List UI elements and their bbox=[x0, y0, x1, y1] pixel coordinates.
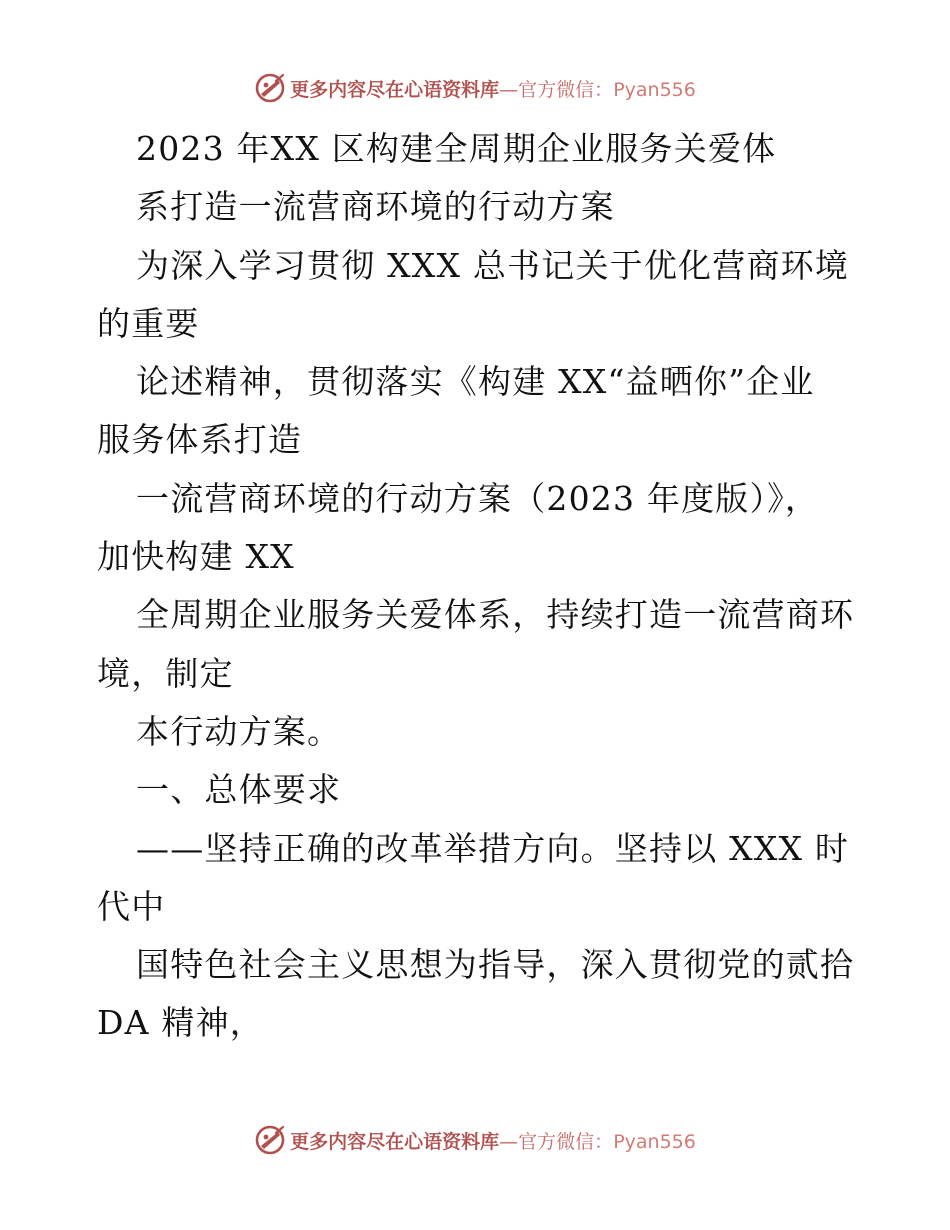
footer-banner bbox=[0, 1122, 950, 1158]
header-banner bbox=[0, 70, 950, 106]
banner-text bbox=[290, 75, 696, 102]
banner-text bbox=[290, 1127, 696, 1154]
doc-line: 一流营商环境的行动方案（2023 年度版）》， bbox=[136, 478, 820, 518]
doc-line: 国特色社会主义思想为指导，深入贯彻党的贰拾 bbox=[136, 945, 855, 985]
doc-line: 系打造一流营商环境的行动方案 bbox=[136, 187, 615, 227]
banner-wechat-id: Pyan556 bbox=[613, 78, 696, 101]
doc-line: 代中 bbox=[97, 886, 166, 926]
doc-line: DA 精神， bbox=[97, 1003, 264, 1043]
doc-line: 一、总体要求 bbox=[136, 770, 342, 810]
doc-line: 本行动方案。 bbox=[136, 711, 342, 751]
doc-line: 的重要 bbox=[97, 303, 200, 343]
doc-line: 论述精神，贯彻落实《构建 XX“益晒你”企业 bbox=[136, 362, 815, 402]
doc-line: 为深入学习贯彻 XXX 总书记关于优化营商环境 bbox=[136, 245, 850, 285]
banner-wechat-label: —官方微信： bbox=[499, 78, 614, 101]
banner-wechat-id: Pyan556 bbox=[613, 1130, 696, 1153]
banner-site-name: 更多内容尽在心语资料库 bbox=[290, 78, 500, 101]
banner-wechat-label: —官方微信： bbox=[499, 1130, 614, 1153]
document-body bbox=[97, 120, 897, 1053]
doc-line: 2023 年XX 区构建全周期企业服务关爱体 bbox=[136, 129, 777, 168]
doc-line: 全周期企业服务关爱体系，持续打造一流营商环 bbox=[136, 595, 855, 635]
logo-icon bbox=[254, 1124, 286, 1156]
doc-line: 服务体系打造 bbox=[97, 420, 303, 460]
banner-site-name: 更多内容尽在心语资料库 bbox=[290, 1130, 500, 1153]
logo-icon bbox=[254, 72, 286, 104]
doc-line: 加快构建 XX bbox=[97, 537, 295, 577]
doc-line: ——坚持正确的改革举措方向。坚持以 XXX 时 bbox=[136, 828, 850, 868]
doc-line: 境，制定 bbox=[97, 653, 234, 693]
